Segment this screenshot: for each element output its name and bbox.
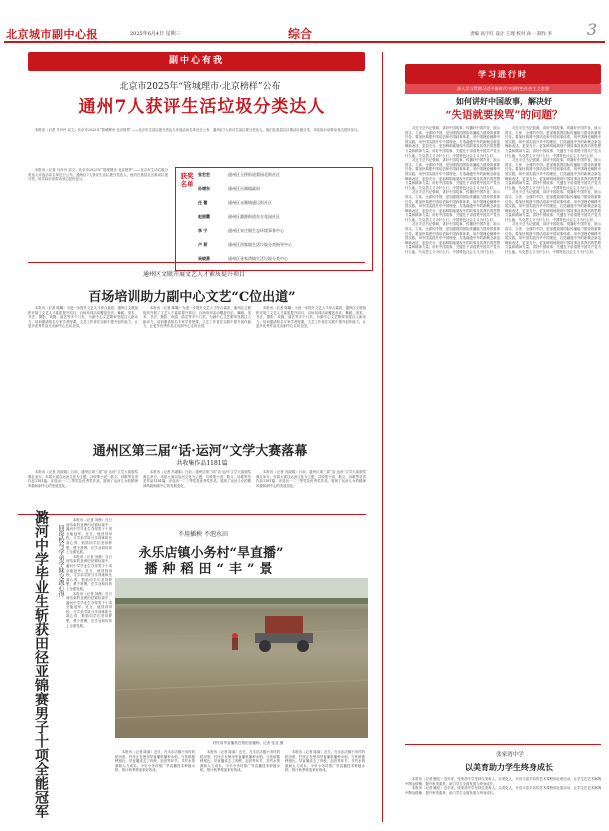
article1-title: 通州7人获评生活垃圾分类达人 <box>78 97 326 117</box>
right-body-col2 <box>505 126 601 738</box>
article2-title: 百场培训助力副中心文艺“C位出道” <box>88 290 296 305</box>
article5-col2 <box>200 750 280 826</box>
article5-kicker: 不用插秧 不泡水田 <box>178 531 228 538</box>
winner-name: 卢 莉 <box>198 242 208 247</box>
winner-name: 李 宁 <box>198 228 208 233</box>
right-body-text: 习近平总书记强调，讲好中国故事，传播好中国声音，展示真实、立体、全面的中国，是加强我国国际传播能力建设的重要任务。要加快构建中国话语和中国叙事体系，用中国理论阐释中国实践，用中国实践升华中国理论，打造融通中外的新概念新范畴新表述，更加充分、更加鲜明地展现中国故事及其背后的思想力量和精神力量。讲好中国故事，关键在于讲清楚中国共产党为什么能、马克思主义为什么行、中国特色社会主义为什么好。 <box>405 158 500 190</box>
article5-body-text: 本报讯（记者 陈丽）近日，在永乐店镇小务村的稻田里，村民正在使用旱直播机播种水稻。与传统插秧相比，旱直播省去了育秧、泡田等环节，节约水资源和人力成本。今年小务村推广旱直播技术种植水稻，预计秋季将迎来好收成。 <box>200 750 280 773</box>
column-divider <box>382 52 383 822</box>
study-banner-sub-label: 深入学习贯彻习近平新时代中国特色社会主义思想 <box>456 86 550 91</box>
winner-row <box>198 200 370 205</box>
right-body-text: 习近平总书记强调，讲好中国故事，传播好中国声音，展示真实、立体、全面的中国，是加强我国国际传播能力建设的重要任务。要加快构建中国话语和中国叙事体系，用中国理论阐释中国实践，用中国实践升华中国理论，打造融通中外的新概念新范畴新表述，更加充分、更加鲜明地展现中国故事及其背后的思想力量和精神力量。讲好中国故事，关键在于讲清楚中国共产党为什么能、马克思主义为什么行、中国特色社会主义为什么好。 <box>405 126 500 158</box>
right-body-text: 习近平总书记强调，讲好中国故事，传播好中国声音，展示真实、立体、全面的中国，是加强我国国际传播能力建设的重要任务。要加快构建中国话语和中国叙事体系，用中国理论阐释中国实践，用中国实践升华中国理论，打造融通中外的新概念新范畴新表述，更加充分、更加鲜明地展现中国故事及其背后的思想力量和精神力量。讲好中国故事，关键在于讲清楚中国共产党为什么能、马克思主义为什么行、中国特色社会主义为什么好。 <box>405 222 500 255</box>
winner-row <box>198 186 370 191</box>
article2-kicker: 通州区文联开展文艺人才素质提升项目 <box>142 271 245 278</box>
winner-name: 任 蕾 <box>198 200 208 205</box>
article5-col3 <box>285 750 365 826</box>
right-body-text: 习近平总书记强调，讲好中国故事，传播好中国声音，展示真实、立体、全面的中国，是加强我国国际传播能力建设的重要任务。要加快构建中国话语和中国叙事体系，用中国理论阐释中国实践，用中国实践升华中国理论，打造融通中外的新概念新范畴新表述，更加充分、更加鲜明地展现中国故事及其背后的思想力量和精神力量。讲好中国故事，关键在于讲清楚中国共产党为什么能、马克思主义为什么行、中国特色社会主义为什么好。 <box>505 190 601 222</box>
winner-row <box>198 242 370 247</box>
article3-body-text: 本报讯（记者 冯淑娟）日前，通州区第三届“话·运河”文学大赛颁奖典礼举行。本届大赛以运河文化为主题，共收集小说、散文、诗歌等各类作品1181篇，评选出一二三等奖及优秀奖作品，展现了运河儿女的精神风貌和副中心的发展变化。 <box>143 470 251 488</box>
column-banner-label: 副中心有我 <box>168 56 224 66</box>
winners-label: 获奖名单 <box>180 172 194 188</box>
winner-org: 通州区宋庄镇生态环境事务中心 <box>228 228 284 233</box>
winner-name: 赵丽霞 <box>198 214 210 219</box>
article4-subtitle: 回母校与学弟学妹交流心得 <box>57 525 64 597</box>
article5-col1 <box>115 750 195 826</box>
right-title-line2: “失语就要挨骂”的问题？ <box>445 109 563 121</box>
article4-body-text: 本报讯（记者 刘薇）在日前结束的亚洲田径锦标赛中，潞河中学毕业生夺得男子十项全能冠军。近日，他回到母校，与学弟学妹分享训练和比赛心得，鼓励同学们坚持梦想、勇于拼搏，在学业和体育上全面发展。 <box>66 518 112 555</box>
divider <box>18 514 366 515</box>
article1-body-text: 本报讯（记者 马丹丹 祁文）北京市2025年“管城理市·北京榜样”——北京市生活垃圾分类达人评选活动名单近日公布，通州区7人获评生活垃圾分类达人。他们在基层社区推动垃圾分类，用实际行动带动身边居民参与。 <box>34 128 361 132</box>
article3-body-text: 本报讯（记者 冯淑娟）日前，通州区第三届“话·运河”文学大赛颁奖典礼举行。本届大赛以运河文化为主题，共收集小说、散文、诗歌等各类作品1181篇，评选出一二三等奖及优秀奖作品，展现了运河儿女的精神风貌和副中心的发展变化。 <box>256 470 366 488</box>
winner-org: 通州区永顺镇通运街社区 <box>228 200 272 205</box>
winner-name: 孙增东 <box>198 186 210 191</box>
right-body-text: 习近平总书记强调，讲好中国故事，传播好中国声音，展示真实、立体、全面的中国，是加强我国国际传播能力建设的重要任务。要加快构建中国话语和中国叙事体系，用中国理论阐释中国实践，用中国实践升华中国理论，打造融通中外的新概念新范畴新表述，更加充分、更加鲜明地展现中国故事及其背后的思想力量和精神力量。讲好中国故事，关键在于讲清楚中国共产党为什么能、马克思主义为什么行、中国特色社会主义为什么好。 <box>405 190 500 222</box>
article4-title: 潞河中学毕业生斩获田径亚锦赛男子十项全能冠军 <box>33 510 49 818</box>
right-body-col1 <box>405 126 500 738</box>
article2-body-text: 本报讯（记者 陈曦）为进一步提升文艺人才综合素质，通州区文联组织开展了文艺人才素质提升项目，百场培训活动覆盖音乐、舞蹈、美术、书法、摄影、戏剧、曲艺等多个门类，为副中心文艺繁荣发展注入新动力。培训邀请知名专家学者授课，文艺工作者在实践中提升创作能力，让更多优秀作品走出副中心走向全国。 <box>143 306 251 329</box>
article4-body <box>66 518 112 823</box>
article4-body-text: 本报讯（记者 刘薇）在日前结束的亚洲田径锦标赛中，潞河中学毕业生夺得男子十项全能冠军。近日，他回到母校，与学弟学妹分享训练和比赛心得，鼓励同学们坚持梦想、勇于拼搏，在学业和体育上全面发展。 <box>66 554 112 591</box>
winner-name: 张宏宏 <box>198 172 210 177</box>
article1-body-text-2: 本报讯（记者 马丹丹 祁文）北京市2025年“管城理市·北京榜样”——北京市生活垃圾分类达人评选活动名单近日公布，通州区7人获评生活垃圾分类达人。他们在基层社区推动垃圾分类，用实际行动带动身边居民参与。 <box>28 168 168 182</box>
article2-body-text: 本报讯（记者 陈曦）为进一步提升文艺人才综合素质，通州区文联组织开展了文艺人才素质提升项目，百场培训活动覆盖音乐、舞蹈、美术、书法、摄影、戏剧、曲艺等多个门类，为副中心文艺繁荣发展注入新动力。培训邀请知名专家学者授课，文艺工作者在实践中提升创作能力，让更多优秀作品走出副中心走向全国。 <box>28 306 138 329</box>
article3-subtitle: 共收集作品1181篇 <box>176 460 228 467</box>
article5-body-text: 本报讯（记者 陈丽）近日，在永乐店镇小务村的稻田里，村民正在使用旱直播机播种水稻。与传统插秧相比，旱直播省去了育秧、泡田等环节，节约水资源和人力成本。今年小务村推广旱直播技术种植水稻，预计秋季将迎来好收成。 <box>285 750 365 773</box>
winner-org: 通州区潞源街道东方花园社区 <box>228 214 280 219</box>
winner-org: 通州区西集镇生活垃圾分类指导中心 <box>228 242 292 247</box>
article1-body <box>28 128 365 163</box>
divider <box>28 262 365 263</box>
article5-title-line2: 播种稻田“丰”景 <box>144 562 278 577</box>
article6-body <box>405 777 601 825</box>
article4-body-text: 本报讯（记者 刘薇）在日前结束的亚洲田径锦标赛中，潞河中学毕业生夺得男子十项全能冠军。近日，他回到母校，与学弟学妹分享训练和比赛心得，鼓励同学们坚持梦想、勇于拼搏，在学业和体育上全面发展。 <box>66 591 112 628</box>
winner-row <box>198 172 370 177</box>
issue-date: 2025年6月4日 星期三 <box>130 31 181 37</box>
article5-body-text: 本报讯（记者 陈丽）近日，在永乐店镇小务村的稻田里，村民正在使用旱直播机播种水稻。与传统插秧相比，旱直播省去了育秧、泡田等环节，节约水资源和人力成本。今年小务村推广旱直播技术种植水稻，预计秋季将迎来好收成。 <box>115 750 195 773</box>
article6-title: 以美育助力学生终身成长 <box>465 762 553 772</box>
winner-row <box>198 214 370 219</box>
header-rule <box>4 41 605 43</box>
masthead: 北京城市副中心报 <box>6 28 98 41</box>
article1-kicker: 北京市2025年“管城理市·北京榜样”公布 <box>119 82 281 92</box>
photo-caption: 村民用旱直播机在稻田里播种。记者 张亚 摄 <box>212 741 284 745</box>
article2-col1 <box>28 306 138 424</box>
article3-title: 通州区第三届“话·运河”文学大赛落幕 <box>92 444 308 459</box>
rice-field-photo <box>115 578 368 738</box>
article6-body-text: 本报讯（记者 鲍佳）近年来，张家湾中学坚持以美育人、以美化人，开设丰富多彩的艺术课程和社团活动，让学生在艺术熏陶中陶冶情操、提升审美素养，助力学生全面发展与终身成长。 <box>405 777 601 786</box>
study-banner <box>405 64 601 84</box>
right-body-text: 习近平总书记强调，讲好中国故事，传播好中国声音，展示真实、立体、全面的中国，是加强我国国际传播能力建设的重要任务。要加快构建中国话语和中国叙事体系，用中国理论阐释中国实践，用中国实践升华中国理论，打造融通中外的新概念新范畴新表述，更加充分、更加鲜明地展现中国故事及其背后的思想力量和精神力量。讲好中国故事，关键在于讲清楚中国共产党为什么能、马克思主义为什么行、中国特色社会主义为什么好。 <box>505 126 601 158</box>
right-title-line1: 如何讲好中国故事，解决好 <box>456 96 552 106</box>
page-number: 3 <box>586 20 598 39</box>
winner-org: 通州区台湖镇政府 <box>228 186 260 191</box>
article2-col3 <box>256 306 366 424</box>
winner-org: 通州区玉桥街道梨园北街社区 <box>228 172 280 177</box>
article3-body-text: 本报讯（记者 冯淑娟）日前，通州区第三届“话·运河”文学大赛颁奖典礼举行。本届大赛以运河文化为主题，共收集小说、散文、诗歌等各类作品1181篇，评选出一二三等奖及优秀奖作品，展现了运河儿女的精神风貌和副中心的发展变化。 <box>28 470 138 488</box>
study-banner-label: 学习进行时 <box>478 69 528 79</box>
divider <box>405 744 601 745</box>
article3-col2 <box>143 470 251 510</box>
article3-col3 <box>256 470 366 510</box>
winner-name: 吴晓燕 <box>198 256 210 261</box>
right-body-text: 习近平总书记强调，讲好中国故事，传播好中国声音，展示真实、立体、全面的中国，是加强我国国际传播能力建设的重要任务。要加快构建中国话语和中国叙事体系，用中国理论阐释中国实践，用中国实践升华中国理论，打造融通中外的新概念新范畴新表述，更加充分、更加鲜明地展现中国故事及其背后的思想力量和精神力量。讲好中国故事，关键在于讲清楚中国共产党为什么能、马克思主义为什么行、中国特色社会主义为什么好。 <box>505 158 601 190</box>
right-body-text: 习近平总书记强调，讲好中国故事，传播好中国声音，展示真实、立体、全面的中国，是加强我国国际传播能力建设的重要任务。要加快构建中国话语和中国叙事体系，用中国理论阐释中国实践，用中国实践升华中国理论，打造融通中外的新概念新范畴新表述，更加充分、更加鲜明地展现中国故事及其背后的思想力量和精神力量。讲好中国故事，关键在于讲清楚中国共产党为什么能、马克思主义为什么行、中国特色社会主义为什么好。 <box>505 222 601 255</box>
article1-body-continued <box>28 168 168 268</box>
article2-col2 <box>143 306 251 424</box>
article6-body-text: 本报讯（记者 鲍佳）近年来，张家湾中学坚持以美育人、以美化人，开设丰富多彩的艺术课程和社团活动，让学生在艺术熏陶中陶冶情操、提升审美素养，助力学生全面发展与终身成长。 <box>405 786 601 795</box>
winner-row <box>198 228 370 233</box>
article6-kicker: 张家湾中学 <box>496 752 524 758</box>
column-banner <box>28 52 365 71</box>
article5-title-line1: 永乐店镇小务村“旱直播” <box>138 546 284 561</box>
winner-org: 通州区张家湾镇生活垃圾分类中心 <box>228 256 288 261</box>
photo-illustration <box>115 578 368 738</box>
editor-credits: 责编 高宇红 设计 王理 校对 孙一 制作 李 <box>470 32 553 37</box>
winners-box <box>175 167 373 271</box>
section-title: 综合 <box>288 27 313 41</box>
winner-row <box>198 256 370 261</box>
article3-col1 <box>28 470 138 510</box>
article2-body-text: 本报讯（记者 陈曦）为进一步提升文艺人才综合素质，通州区文联组织开展了文艺人才素质提升项目，百场培训活动覆盖音乐、舞蹈、美术、书法、摄影、戏剧、曲艺等多个门类，为副中心文艺繁荣发展注入新动力。培训邀请知名专家学者授课，文艺工作者在实践中提升创作能力，让更多优秀作品走出副中心走向全国。 <box>256 306 366 329</box>
study-banner-sub <box>405 84 601 94</box>
